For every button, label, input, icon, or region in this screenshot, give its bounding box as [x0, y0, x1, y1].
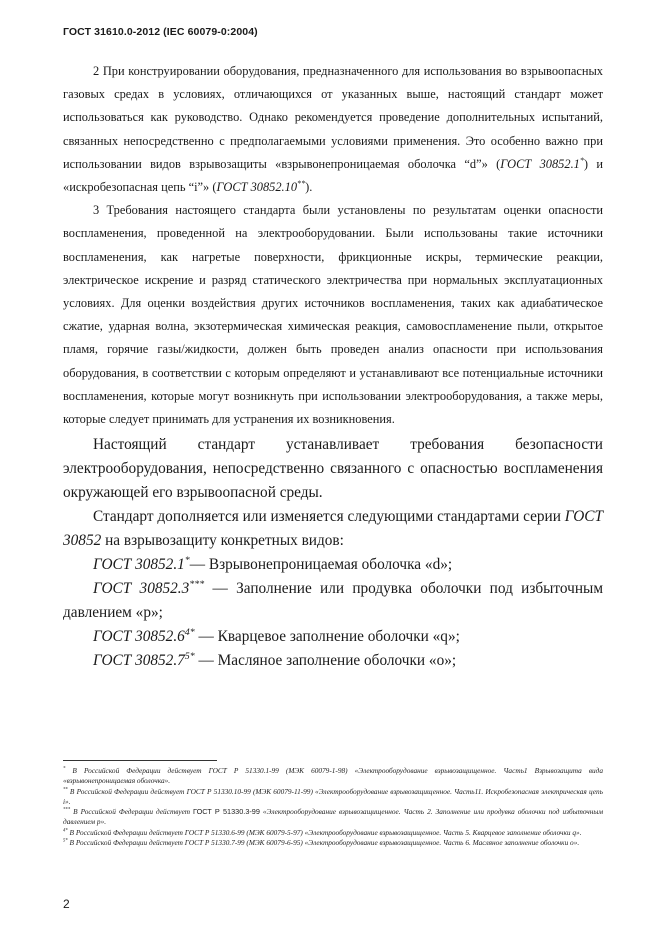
main-text: [63, 433, 603, 673]
footnote: $^{4*}$ В Российской Федерации действует ГОСТ Р 51330.6-99 (МЭК 60079-5-97) «Электрооборудование взрывозащищенное. Часть 5. Кварцевое заполнение оболочки q».: [63, 827, 582, 837]
scope-paragraph: Настоящий стандарт устанавливает требования безопасности электрооборудования, непосредственно связанного с опасностью воспламенения окружающей его взрывоопасной среды.: [63, 436, 603, 502]
page-number: 2: [63, 897, 70, 911]
footnote: *** В Российской Федерации действует ГОСТ Р 51330.3-99 «Электрооборудование взрывозащищенное. Часть 2. Заполнение или продувка оболочки под избыточным давлением р».: [63, 807, 604, 827]
standard-list-item: ГОСТ 30852.3*** — Заполнение или продувка оболочки под избыточным давлением «р»;: [63, 579, 604, 622]
page-body: [63, 60, 603, 673]
footnotes: [63, 766, 603, 848]
note-2: 2 При конструировании оборудования, предназначенного для использования во взрывоопасных газовых средах в условиях, отличающихся от указанных выше, настоящий стандарт может использоваться как руководство. Однако рекомендуется проведение дополнительных испытаний, связанных непосредственно с предполагаемыми условиями применения. Это особенно важно при использовании видов взрывозащиты «взрывонепроницаемая оболочка “d”» (ГОСТ 30852.1*) и «искробезопасная цепь “i”» (ГОСТ 30852.10**).: [63, 64, 604, 195]
note-3: 3 Требования настоящего стандарта были установлены по результатам оценки опасности воспламенения, проведенной на электрооборудовании. Были использованы такие источники воспламенения, как нагретые поверхности, фрикционные искры, термические реакции, электрическое искрение и разряд статического электричества при нормальных эксплуатационных условиях. Для оценки воздействия других источников воспламенения, таких как адиабатическое сжатие, ударная волна, экзотермическая химическая реакция, самовоспламенение пыли, открытое пламя, горячие газы/жидкости, должен быть проведен анализ опасности при использования оборудования, в соответствии с которым определяют и устанавливают все потенциальные источники воспламенения, которые могут возникнуть при использовании электрооборудования, а также меры, которые следует принимать для устранения их возникновения.: [63, 203, 603, 427]
footnote: ** В Российской Федерации действует ГОСТ Р 51330.10-99 (МЭК 60079-11-99) «Электрооборудование взрывозащищенное. Часть11. Искробезопасная электрическая цепь i».: [63, 786, 603, 806]
footnote-separator: [63, 760, 217, 761]
document-header: ГОСТ 31610.0-2012 (IEC 60079-0:2004): [63, 26, 258, 38]
standard-list-item: ГОСТ $30852.6^{4*}$ — Кварцевое заполнение оболочки «q»;: [93, 627, 460, 646]
footnote: $^{5*}$ В Российской Федерации действует ГОСТ Р 51330.7-99 (МЭК 60079-6-95) «Электрооборудование взрывозащищенное. Часть 6. Масляное заполнение оболочки о».: [63, 838, 580, 848]
supplement-paragraph: Стандарт дополняется или изменяется следующими стандартами серии ГОСТ 30852 на взрывозащиту конкретных видов:: [63, 508, 603, 550]
notes-section: [63, 60, 603, 431]
standard-list-item: ГОСТ 30852.1*— Взрывонепроницаемая оболочка «d»;: [93, 555, 453, 574]
standard-list-item: ГОСТ $30852.7^{5*}$ — Масляное заполнение оболочки «о»;: [93, 651, 457, 670]
footnote: * В Российской Федерации действует ГОСТ Р 51330.1-99 (МЭК 60079-1-98) «Электрооборудование взрывозащищенное. Часть1 Взрывозащита вида «взрывонепроницаемая оболочка».: [63, 766, 603, 786]
